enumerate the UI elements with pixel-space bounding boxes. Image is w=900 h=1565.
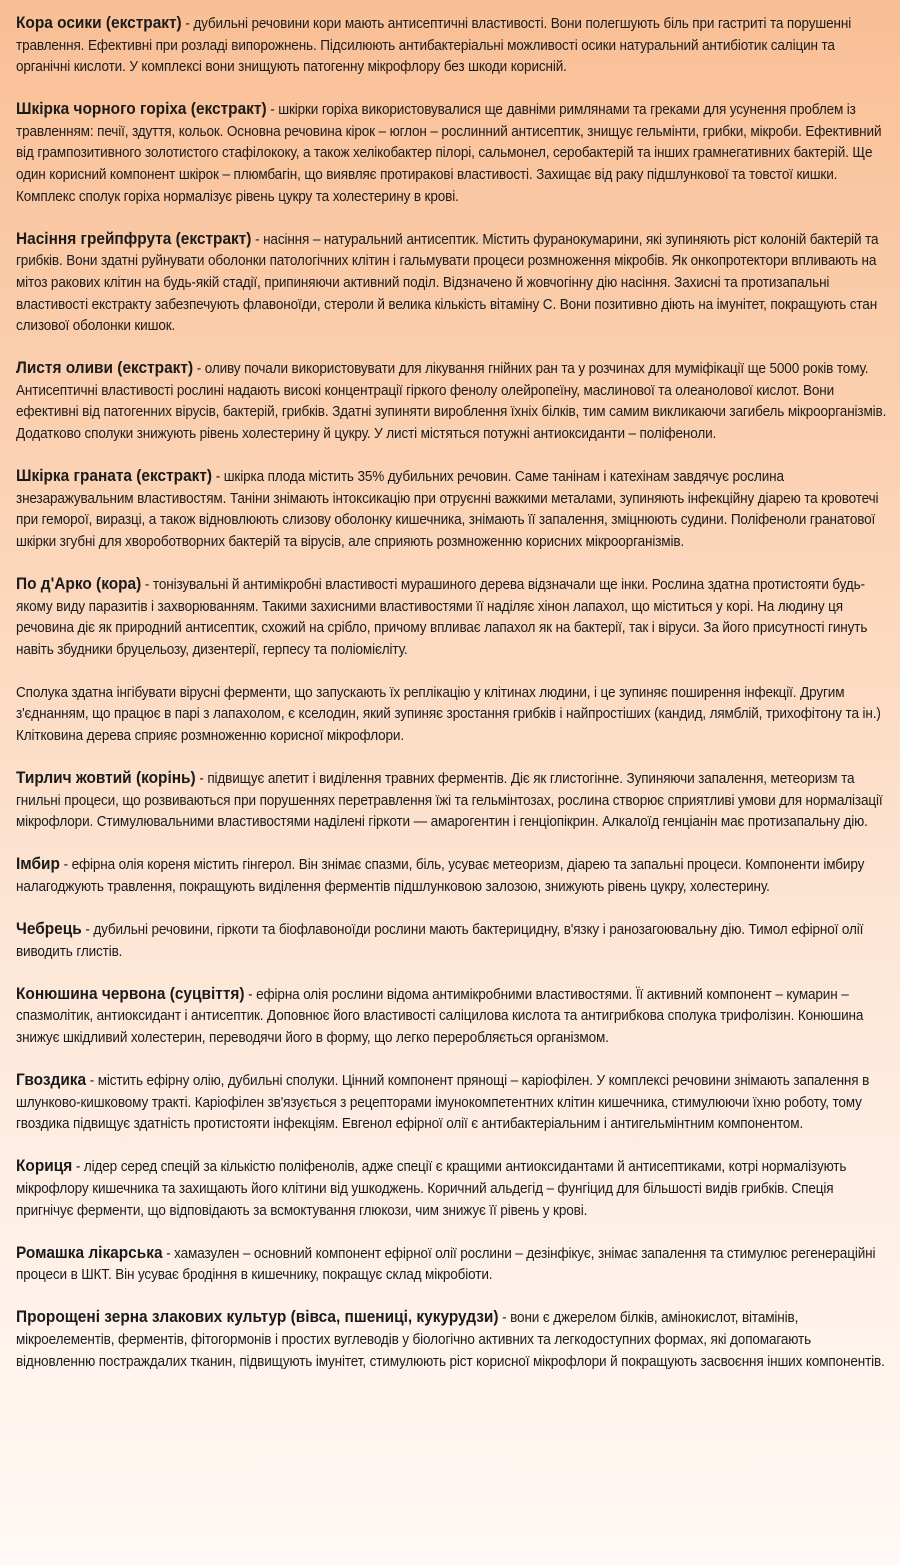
ingredient-description: - вони є джерелом білків, амінокислот, вітамінів, мікроелементів, ферментів, фітогормонів і простих вуглеводів у біологічно активних та легкодоступних формах, які допомагають відновленню постраждалих тканин, підвищують імунітет, стимулюють ріст корисної мікрофлори й покращують засвоєння інших компонентів. [16,1310,885,1370]
ingredient-paragraph-thyme [16,919,888,963]
ingredient-term: Шкірка чорного горіха (екстракт) [16,100,267,119]
ingredient-term: Насіння грейпфрута (екстракт) [16,229,252,248]
ingredient-paragraph-pau-d-arco [16,574,888,661]
ingredient-paragraph-cinnamon [16,1156,888,1222]
ingredient-description: - хамазулен – основний компонент ефірної олії рослини – дезінфікує, знімає запалення та стимулює регенераційні процеси в ШКТ. Він усуває бродіння в кишечнику, покращує склад мікробіоти. [16,1245,876,1284]
ingredient-term: Тирлич жовтий (корінь) [16,769,196,788]
ingredient-paragraph-pau-d-arco-continued [16,682,888,748]
ingredient-paragraph-chamomile [16,1243,888,1287]
ingredient-paragraph-grapefruit-seed [16,229,888,338]
ingredient-description: - тонізувальні й антимікробні властивості мурашиного дерева відзначали ще інки. Рослина здатна протистояти будь-якому виду паразитів і захворюванням. Такими захисними властивостями її наділяє хінон лапахол, що міститься у корі. На людину ця речовина діє як природний антисептик, схожий на срібло, причому впливає лапахол як на бактерії, так і віруси. За його присутності гинуть навіть збудники бруцельозу, дизентерії, герпесу та поліомієліту. [16,576,868,658]
ingredient-description: - насіння – натуральний антисептик. Містить фуранокумарини, які зупиняють ріст колоній бактерій та грибків. Вони здатні руйнувати оболонки патологічних клітин і гальмувати процеси розмноження мікробів. Як онкопротектори впливають на мітоз ракових клітин на будь-якій стадії, припиняючи активний поділ. Відзначено й жовчогінну дію насіння. Захисні та протизапальні властивості екстракту забезпечують флавоноїди, стероли й велика кількість вітаміну С. Вони позитивно діють на імунітет, покращують стан слизової оболонки кишок. [16,231,879,335]
ingredient-paragraph-yellow-gentian [16,768,888,834]
ingredient-description: - лідер серед спецій за кількістю поліфенолів, адже спеції є кращими антиоксидантами й антисептиками, котрі нормалізують мікрофлору кишечника та захищають його клітини від ушкоджень. Коричний альдегід – фунгіцид для більшості видів грибків. Спеція пригнічує ферменти, що відповідають за всмоктування глюкози, чим знижує її рівень у крові. [16,1159,847,1219]
ingredient-term: Конюшина червона (суцвіття) [16,984,245,1003]
ingredient-description: - ефірна олія кореня містить гінгерол. Він знімає спазми, біль, усуває метеоризм, діарею та запальні процеси. Компоненти імбиру налагоджують травлення, покращують виділення ферментів підшлунковою залозою, знижують рівень цукру, холестерину. [16,857,865,895]
ingredient-description: - оливу почали використовувати для лікування гнійних ран та у розчинах для муміфікації ще 5000 років тому. Антисептичні властивості рослині надають високі концентрації гіркого фенолу олейропеїну, маслинової та олеанолової кислот. Вони ефективні від патогенних вірусів, бактерій, грибків. Здатні зупиняти вироблення їхніх білків, тим самим викликаючи загибель мікроорганізмів. Додатково сполуки знижують рівень холестерину й цукру. У листі містяться потужні антиоксиданти – поліфеноли. [16,361,887,442]
ingredient-term: Пророщені зерна злакових культур (вівса, пшениці, кукурудзи) [16,1308,499,1327]
ingredient-description: - дубильні речовини, гіркоти та біофлавоноїди рослини мають бактерицидну, в'язку і ранозагоювальну дію. Тимол ефірної олії виводить глистів. [16,922,864,960]
ingredient-description: - шкірки горіха використовувалися ще давніми римлянами та греками для усунення проблем із травленням: печії, здуття, кольок. Основна речовина кірок – юглон – рослинний антисептик, знищує гельмінти, грибки, мікроби. Ефективний від грампозитивного золотистого стафілококу, а також хелікобактер пілорі, сальмонел, серобактерій та інших грамнегативних бактерій. Ще один корисний компонент шкірок – плюмбагін, що виявляє протиракові властивості. Захищає від раку підшлункової та товстої кишки. Комплекс сполук горіха нормалізує рівень цукру та холестерину в крові. [16,102,882,205]
ingredient-paragraph-pomegranate-peel [16,466,888,553]
ingredient-term: По д'Арко (кора) [16,574,142,593]
ingredient-paragraph-ginger [16,854,888,898]
ingredient-description: - шкірка плода містить 35% дубильних речовин. Саме танінам і катехінам завдячує рослина знезаражувальним властивостям. Таніни знімають інтоксикацію при отруєнні важкими металами, зупиняють інфекційну діарею та кровотечі при геморої, виразці, а також відновлюють слизову оболонку кишечника, знімають її запалення, зміцнюють судини. Поліфеноли гранатової шкірки згубні для хвороботворних бактерій та вірусів, але сприяють розмноженню корисних мікроорганізмів. [16,469,879,550]
ingredient-term: Чебрець [16,920,82,939]
ingredient-paragraph-red-clover [16,984,888,1050]
ingredient-term: Гвоздика [16,1071,87,1090]
ingredient-term: Кориця [16,1157,73,1176]
ingredient-term: Шкірка граната (екстракт) [16,467,213,486]
ingredient-paragraph-black-walnut-hull [16,99,888,208]
ingredient-term: Ромашка лікарська [16,1243,163,1262]
ingredient-description: - ефірна олія рослини відома антимікробними властивостями. Її активний компонент – кумарин – спазмолітик, антиоксидант і антисептик. Доповнює його властивості саліцилова кислота та антигрибкова сполука трифолізин. Конюшина знижує шкідливий холестерин, переводячи його в форму, що легко переробляється організмом. [16,986,864,1046]
ingredient-description: - містить ефірну олію, дубильні сполуки. Цінний компонент прянощі – каріофілен. У комплексі речовини знімають запалення в шлунково-кишковому тракті. Каріофілен зв'язується з рецепторами імунокомпетентних клітин кишечника, стимулюючи їхню роботу, тому гвоздика підвищує здатність протистояти інфекціям. Евгенол ефірної олії є антибактеріальним і антигельмінтним компонентом. [16,1073,870,1133]
ingredient-description: - дубильні речовини кори мають антисептичні властивості. Вони полегшують біль при гастриті та порушенні травлення. Ефективні при розладі випорожнень. Підсилюють антибактеріальні можливості осики натуральний антибіотик саліцин та органічні кислоти. У комплексі вони знищують патогенну мікрофлору без шкоди корисній. [16,16,852,76]
ingredient-description: Сполука здатна інгібувати вірусні ферменти, що запускають їх реплікацію у клітинах людини, і це зупиняє поширення інфекції. Другим з'єднанням, що працює в парі з лапахолом, є кселодин, який зупиняє зростання грибків і найпростіших (кандид, лямблій, трихофітону та ін.) Клітковина дерева сприяє розмноженню корисної мікрофлори. [16,684,881,745]
ingredient-description: - підвищує апетит і виділення травних ферментів. Діє як глистогінне. Зупиняючи запалення, метеоризм та гнильні процеси, що розвиваються при порушеннях перетравлення їжі та гельмінтозах, рослина створює сприятливі умови для нормалізації мікрофлори. Стимулювальними властивостями наділені гіркоти — амарогентин і генціопікрин. Алкалоїд генціанін має протизапальну дію. [16,771,883,831]
ingredient-term: Імбир [16,855,60,874]
ingredient-paragraph-clove [16,1070,888,1136]
ingredient-paragraph-sprouted-grains [16,1307,888,1373]
ingredient-term: Кора осики (екстракт) [16,14,182,32]
ingredient-term: Листя оливи (екстракт) [16,359,194,378]
ingredient-paragraph-aspen-bark [16,13,888,79]
ingredient-paragraph-olive-leaf [16,358,888,445]
